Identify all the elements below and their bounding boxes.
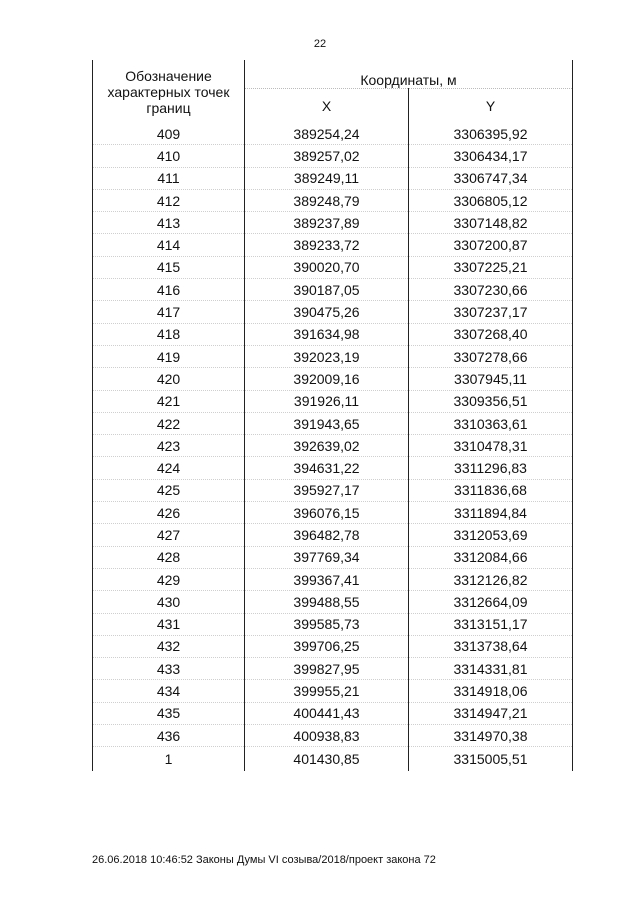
point-cell: 433 [93,658,245,680]
y-coordinate-cell: 3312084,66 [409,546,573,568]
x-coordinate-cell: 394631,22 [245,457,409,479]
table-row [93,702,573,724]
table-row [93,524,573,546]
point-cell: 421 [93,390,245,412]
table-row [93,145,573,167]
y-coordinate-cell: 3307237,17 [409,301,573,323]
table-row [93,502,573,524]
x-coordinate-cell: 391926,11 [245,390,409,412]
point-cell: 411 [93,167,245,189]
x-coordinate-cell: 397769,34 [245,546,409,568]
x-coordinate-cell: 392639,02 [245,435,409,457]
y-coordinate-cell: 3314331,81 [409,658,573,680]
table-row [93,323,573,345]
page-number: 22 [313,38,327,50]
table-row [93,658,573,680]
point-cell: 427 [93,524,245,546]
point-cell: 415 [93,256,245,278]
point-cell: 435 [93,702,245,724]
x-coordinate-cell: 389233,72 [245,234,409,256]
y-coordinate-cell: 3313151,17 [409,613,573,635]
point-cell: 425 [93,479,245,501]
point-cell: 419 [93,345,245,367]
point-cell: 414 [93,234,245,256]
table-row [93,680,573,702]
y-coordinate-cell: 3307945,11 [409,368,573,390]
point-cell: 413 [93,212,245,234]
point-cell: 409 [93,123,245,145]
y-coordinate-cell: 3313738,64 [409,635,573,657]
x-coordinate-cell: 399955,21 [245,680,409,702]
x-coordinate-cell: 392009,16 [245,368,409,390]
x-coordinate-cell: 389254,24 [245,123,409,145]
table-row [93,212,573,234]
table-row [93,189,573,211]
table-row [93,345,573,367]
y-coordinate-cell: 3312664,09 [409,591,573,613]
point-cell: 423 [93,435,245,457]
y-coordinate-cell: 3314918,06 [409,680,573,702]
x-coordinate-cell: 389249,11 [245,167,409,189]
table-row [93,123,573,145]
table-row [93,591,573,613]
table-row [93,390,573,412]
point-cell: 417 [93,301,245,323]
table-row [93,613,573,635]
point-cell: 410 [93,145,245,167]
table-row [93,568,573,590]
y-coordinate-cell: 3309356,51 [409,390,573,412]
y-coordinate-cell: 3310478,31 [409,435,573,457]
point-cell: 1 [93,747,245,772]
x-coordinate-cell: 396482,78 [245,524,409,546]
x-coordinate-cell: 390475,26 [245,301,409,323]
coordinates-table [92,60,573,771]
point-cell: 416 [93,279,245,301]
x-coordinate-cell: 399827,95 [245,658,409,680]
y-coordinate-cell: 3307278,66 [409,345,573,367]
x-coordinate-cell: 399706,25 [245,635,409,657]
x-coordinate-cell: 395927,17 [245,479,409,501]
point-cell: 431 [93,613,245,635]
table-row [93,457,573,479]
x-coordinate-cell: 400441,43 [245,702,409,724]
point-cell: 426 [93,502,245,524]
x-coordinate-cell: 400938,83 [245,725,409,747]
y-coordinate-cell: 3312053,69 [409,524,573,546]
table-row [93,725,573,747]
x-coordinate-cell: 399585,73 [245,613,409,635]
point-cell: 412 [93,189,245,211]
y-coordinate-cell: 3311836,68 [409,479,573,501]
point-cell: 432 [93,635,245,657]
x-coordinate-cell: 389248,79 [245,189,409,211]
point-cell: 430 [93,591,245,613]
x-coordinate-cell: 389237,89 [245,212,409,234]
table-row [93,635,573,657]
header-y: Y [409,89,573,124]
y-coordinate-cell: 3307225,21 [409,256,573,278]
header-coordinates: Координаты, м [245,60,573,89]
x-coordinate-cell: 401430,85 [245,747,409,772]
point-cell: 420 [93,368,245,390]
y-coordinate-cell: 3311296,83 [409,457,573,479]
y-coordinate-cell: 3314970,38 [409,725,573,747]
y-coordinate-cell: 3307148,82 [409,212,573,234]
table-row [93,412,573,434]
table-row [93,234,573,256]
point-cell: 422 [93,412,245,434]
x-coordinate-cell: 391943,65 [245,412,409,434]
y-coordinate-cell: 3306395,92 [409,123,573,145]
y-coordinate-cell: 3311894,84 [409,502,573,524]
x-coordinate-cell: 390187,05 [245,279,409,301]
table-row [93,435,573,457]
y-coordinate-cell: 3307230,66 [409,279,573,301]
table-row [93,301,573,323]
header-x: X [245,89,409,124]
y-coordinate-cell: 3306805,12 [409,189,573,211]
header-point-label: Обозначение характерных точек границ [93,60,245,123]
point-cell: 418 [93,323,245,345]
y-coordinate-cell: 3314947,21 [409,702,573,724]
y-coordinate-cell: 3312126,82 [409,568,573,590]
table-row [93,368,573,390]
x-coordinate-cell: 399488,55 [245,591,409,613]
point-cell: 434 [93,680,245,702]
point-cell: 428 [93,546,245,568]
table-row [93,546,573,568]
table-row [93,279,573,301]
table-row [93,747,573,772]
x-coordinate-cell: 390020,70 [245,256,409,278]
footer-document-path: 26.06.2018 10:46:52 Законы Думы VI созыва/2018/проект закона 72 [92,854,436,866]
y-coordinate-cell: 3315005,51 [409,747,573,772]
x-coordinate-cell: 389257,02 [245,145,409,167]
point-cell: 424 [93,457,245,479]
table-row [93,256,573,278]
y-coordinate-cell: 3310363,61 [409,412,573,434]
x-coordinate-cell: 392023,19 [245,345,409,367]
table-body [93,123,573,771]
point-cell: 436 [93,725,245,747]
y-coordinate-cell: 3307268,40 [409,323,573,345]
table-row [93,167,573,189]
x-coordinate-cell: 396076,15 [245,502,409,524]
point-cell: 429 [93,568,245,590]
x-coordinate-cell: 391634,98 [245,323,409,345]
y-coordinate-cell: 3306747,34 [409,167,573,189]
table-row [93,479,573,501]
y-coordinate-cell: 3307200,87 [409,234,573,256]
x-coordinate-cell: 399367,41 [245,568,409,590]
y-coordinate-cell: 3306434,17 [409,145,573,167]
coordinates-table-container [92,60,572,771]
